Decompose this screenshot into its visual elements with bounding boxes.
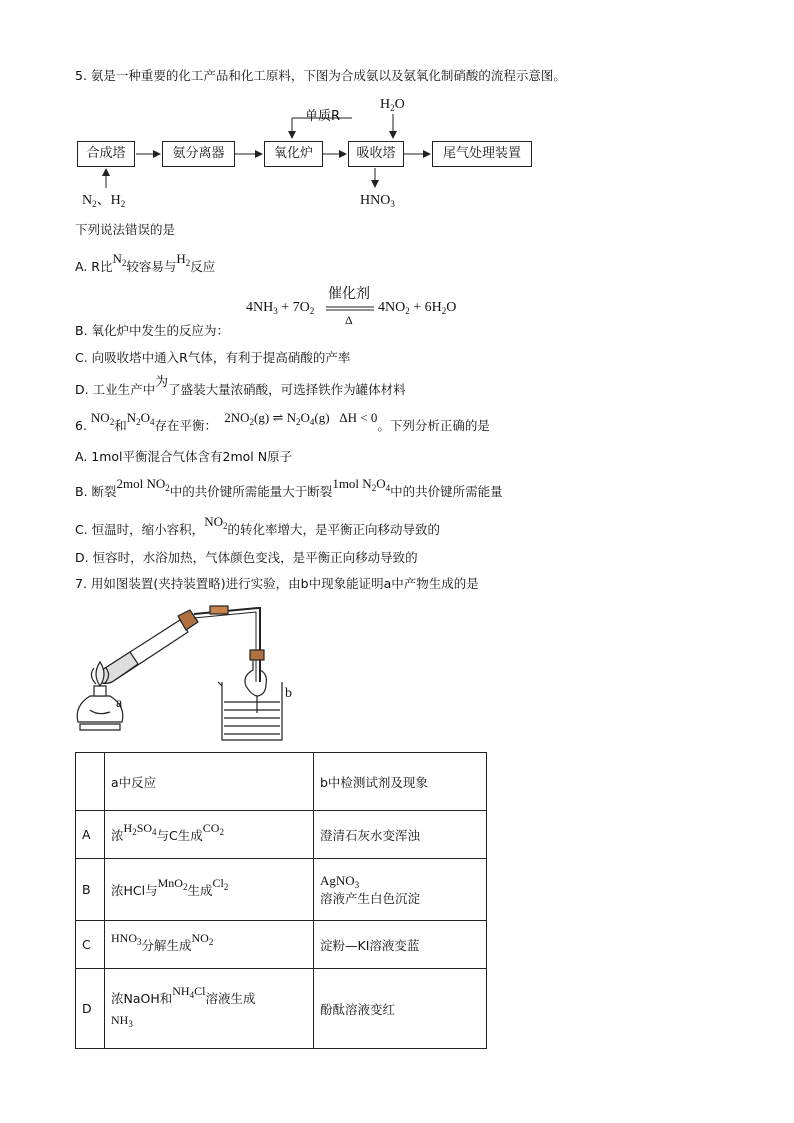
table-row bbox=[76, 859, 487, 921]
q5-equation-catalyst: 催化剂 bbox=[328, 286, 370, 302]
row-a-reaction: 浓HCl与MnO$_2$生成$Cl_2$ bbox=[105, 859, 314, 921]
row-key: D bbox=[76, 969, 105, 1049]
q7-apparatus-illustration bbox=[70, 598, 410, 748]
q5-equation-equals bbox=[326, 305, 376, 313]
q7-options-table bbox=[75, 752, 487, 1049]
row-a-reaction: 浓NaOH和$NH_4Cl$溶液生成 $NH_3$ bbox=[105, 969, 314, 1049]
header-a-reaction: a中反应 bbox=[105, 753, 314, 811]
apparatus-label-a: a bbox=[116, 696, 123, 711]
flow-input-h2o: $H_2O$ bbox=[380, 97, 405, 113]
q5-equation-heat: Δ bbox=[345, 313, 353, 327]
row-b-detection: 澄清石灰水变浑浊 bbox=[314, 811, 487, 859]
q6-option-c: C. 恒温时，缩小容积，$NO_2$的转化率增大，是平衡正向移动导致的 bbox=[75, 514, 440, 537]
q5-prompt: 下列说法错误的是 bbox=[75, 222, 176, 237]
q5-option-b: B. 氧化炉中发生的反应为： bbox=[75, 323, 230, 338]
q5-option-c: C. 向吸收塔中通入R气体，有利于提高硝酸的产率 bbox=[75, 350, 351, 365]
row-a-reaction: 浓$H_2SO_4$与C生成$CO_2$ bbox=[105, 811, 314, 859]
flow-box-synthesis-tower: 合成塔 bbox=[77, 141, 135, 167]
q7-stem: 7. 用如图装置(夹持装置略)进行实验，由b中现象能证明a中产物生成的是 bbox=[75, 576, 479, 591]
table-row bbox=[76, 921, 487, 969]
table-row bbox=[76, 969, 487, 1049]
flow-box-ammonia-separator: 氨分离器 bbox=[162, 141, 235, 167]
q5-stem: 5. 氨是一种重要的化工产品和化工原料，下图为合成氨以及氨氧化制硝酸的流程示意图。 bbox=[75, 68, 566, 83]
q6-option-b: B. 断裂2mol $NO_2$中的共价键所需能量大于断裂1mol $N_2O_4$中的共价键所需能量 bbox=[75, 476, 503, 499]
flow-input-r: 单质R bbox=[305, 109, 341, 124]
flow-output-hno3: $HNO_3$ bbox=[360, 193, 395, 209]
table-row bbox=[76, 811, 487, 859]
q5-equation-left: $4NH_3 + 7O_2$ bbox=[246, 300, 315, 316]
flow-box-tail-gas: 尾气处理装置 bbox=[432, 141, 532, 167]
flow-feed-n2-h2: $N_2$、$H_2$ bbox=[82, 193, 126, 209]
row-b-detection: 淀粉—KI溶液变蓝 bbox=[314, 921, 487, 969]
row-key: A bbox=[76, 811, 105, 859]
row-key: C bbox=[76, 921, 105, 969]
q6-stem: 6. $NO_2$和$N_2O_4$存在平衡： $2NO_2(g)$ ⇌ $N_2O_4(g) \Delta H < 0$。下列分析正确的是 bbox=[75, 410, 490, 433]
q6-option-a: A. 1mol平衡混合气体含有2mol N原子 bbox=[75, 449, 293, 464]
flow-box-absorption-tower: 吸收塔 bbox=[348, 141, 404, 167]
q5-option-a: A. R比$N_2$较容易与$H_2$反应 bbox=[75, 251, 216, 274]
table-header-row bbox=[76, 753, 487, 811]
header-b-detection: b中检测试剂及现象 bbox=[314, 753, 487, 811]
row-key: B bbox=[76, 859, 105, 921]
flow-box-oxidation-furnace: 氧化炉 bbox=[264, 141, 323, 167]
apparatus-label-b: b bbox=[285, 686, 292, 701]
row-a-reaction: $HNO_3$分解生成$NO_2$ bbox=[105, 921, 314, 969]
row-b-detection: 酚酞溶液变红 bbox=[314, 969, 487, 1049]
q5-equation-right: $4NO_2 + 6H_2O$ bbox=[378, 300, 457, 316]
q6-option-d: D. 恒容时，水浴加热，气体颜色变浅，是平衡正向移动导致的 bbox=[75, 550, 418, 565]
q5-option-d: D. 工业生产中为了盛装大量浓硝酸，可选择铁作为罐体材料 bbox=[75, 375, 406, 397]
row-b-detection: AgNO$_3$ 溶液产生白色沉淀 bbox=[314, 859, 487, 921]
